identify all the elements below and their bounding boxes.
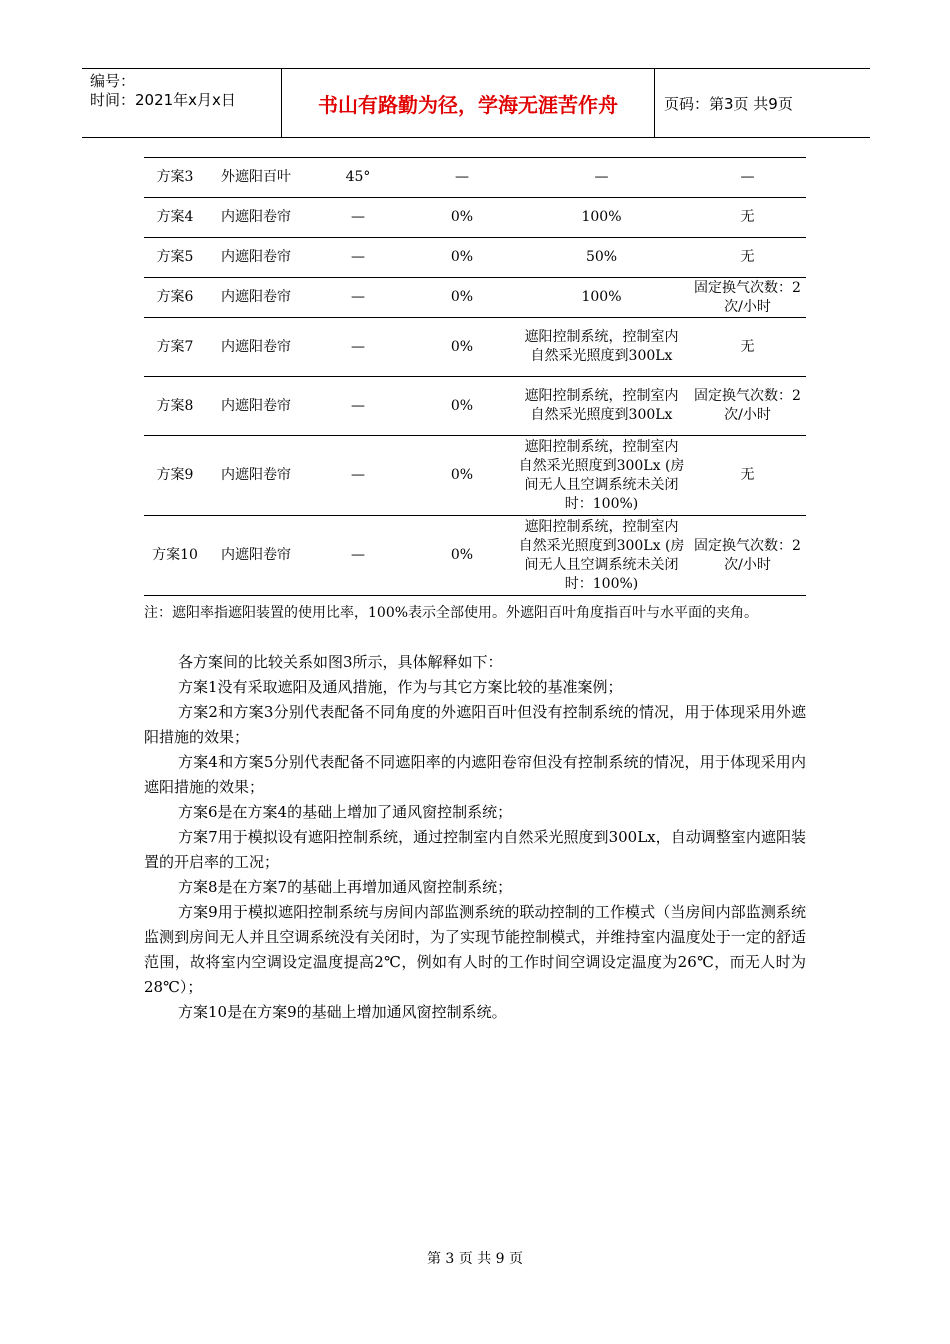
header-page-number: 页码：第3页 共9页 xyxy=(664,94,793,113)
scheme-cell: 方案5 xyxy=(144,238,206,278)
scheme-cell: 方案4 xyxy=(144,198,206,238)
paragraph: 方案10是在方案9的基础上增加通风窗控制系统。 xyxy=(178,1003,507,1021)
time-label: 时间：2021年x月x日 xyxy=(90,91,236,109)
scheme-cell: 方案8 xyxy=(144,377,206,436)
serial-label: 编号： xyxy=(90,72,136,90)
paragraph: 方案1没有采取遮阳及通风措施，作为与其它方案比较的基准案例； xyxy=(178,678,623,696)
table-row xyxy=(144,436,806,516)
rate-cell: 0% xyxy=(410,238,514,278)
angle-cell: — xyxy=(306,436,410,516)
table-row xyxy=(144,158,806,198)
scheme-cell: 方案3 xyxy=(144,158,206,198)
paragraph: 方案4和方案5分别代表配备不同遮阳率的内遮阳卷帘但没有控制系统的情况，用于体现采用内遮阳措施的效果； xyxy=(144,753,806,796)
angle-cell: — xyxy=(306,516,410,596)
scheme-cell: 方案9 xyxy=(144,436,206,516)
table-row xyxy=(144,278,806,318)
header-motto: 书山有路勤为径，学海无涯苦作舟 xyxy=(282,69,655,137)
rate-cell: 0% xyxy=(410,198,514,238)
table-note: 注：遮阳率指遮阳装置的使用比率，100%表示全部使用。外遮阳百叶角度指百叶与水平面的夹角。 xyxy=(144,605,759,621)
page-header xyxy=(82,68,870,138)
vent-cell: 无 xyxy=(689,238,806,278)
angle-cell: — xyxy=(306,318,410,377)
type-cell: 内遮阳卷帘 xyxy=(206,278,306,318)
control-cell: — xyxy=(514,158,689,198)
scheme-table xyxy=(144,157,806,596)
table-row xyxy=(144,318,806,377)
control-cell: 50% xyxy=(514,238,689,278)
vent-cell: — xyxy=(689,158,806,198)
type-cell: 内遮阳卷帘 xyxy=(206,516,306,596)
angle-cell: — xyxy=(306,377,410,436)
rate-cell: 0% xyxy=(410,318,514,377)
body-text xyxy=(144,650,806,1025)
table-row xyxy=(144,516,806,596)
type-cell: 内遮阳卷帘 xyxy=(206,238,306,278)
paragraph: 方案7用于模拟设有遮阳控制系统，通过控制室内自然采光照度到300Lx，自动调整室内遮阳装置的开启率的工况； xyxy=(144,828,806,871)
control-cell: 遮阳控制系统，控制室内自然采光照度到300Lx xyxy=(514,318,689,377)
vent-cell: 固定换气次数：2次/小时 xyxy=(689,278,806,318)
control-cell: 遮阳控制系统，控制室内自然采光照度到300Lx xyxy=(514,377,689,436)
control-cell: 100% xyxy=(514,278,689,318)
angle-cell: 45° xyxy=(306,158,410,198)
vent-cell: 固定换气次数：2次/小时 xyxy=(689,516,806,596)
vent-cell: 无 xyxy=(689,436,806,516)
angle-cell: — xyxy=(306,278,410,318)
control-cell: 100% xyxy=(514,198,689,238)
control-cell: 遮阳控制系统，控制室内自然采光照度到300Lx (房间无人且空调系统未关闭时：100%) xyxy=(514,516,689,596)
type-cell: 外遮阳百叶 xyxy=(206,158,306,198)
scheme-cell: 方案6 xyxy=(144,278,206,318)
type-cell: 内遮阳卷帘 xyxy=(206,436,306,516)
table-row xyxy=(144,198,806,238)
rate-cell: — xyxy=(410,158,514,198)
header-meta xyxy=(82,69,282,137)
type-cell: 内遮阳卷帘 xyxy=(206,318,306,377)
vent-cell: 无 xyxy=(689,318,806,377)
paragraph: 方案9用于模拟遮阳控制系统与房间内部监测系统的联动控制的工作模式（当房间内部监测系统监测到房间无人并且空调系统没有关闭时，为了实现节能控制模式，并维持室内温度处于一定的舒适范围，故将室内空调设定温度提高2℃，例如有人时的工作时间空调设定温度为26℃，而无人时为28℃）； xyxy=(144,903,806,996)
type-cell: 内遮阳卷帘 xyxy=(206,377,306,436)
paragraph: 方案8是在方案7的基础上再增加通风窗控制系统； xyxy=(178,878,513,896)
paragraph: 各方案间的比较关系如图3所示，具体解释如下： xyxy=(178,653,503,671)
paragraph: 方案6是在方案4的基础上增加了通风窗控制系统； xyxy=(178,803,513,821)
table-row xyxy=(144,238,806,278)
control-cell: 遮阳控制系统，控制室内自然采光照度到300Lx (房间无人且空调系统未关闭时：100%) xyxy=(514,436,689,516)
scheme-cell: 方案7 xyxy=(144,318,206,377)
rate-cell: 0% xyxy=(410,278,514,318)
table-row xyxy=(144,377,806,436)
rate-cell: 0% xyxy=(410,377,514,436)
rate-cell: 0% xyxy=(410,516,514,596)
scheme-cell: 方案10 xyxy=(144,516,206,596)
type-cell: 内遮阳卷帘 xyxy=(206,198,306,238)
rate-cell: 0% xyxy=(410,436,514,516)
vent-cell: 无 xyxy=(689,198,806,238)
paragraph: 方案2和方案3分别代表配备不同角度的外遮阳百叶但没有控制系统的情况，用于体现采用外遮阳措施的效果； xyxy=(144,703,806,746)
page-footer: 第 3 页 共 9 页 xyxy=(426,1251,524,1267)
angle-cell: — xyxy=(306,198,410,238)
angle-cell: — xyxy=(306,238,410,278)
vent-cell: 固定换气次数：2次/小时 xyxy=(689,377,806,436)
